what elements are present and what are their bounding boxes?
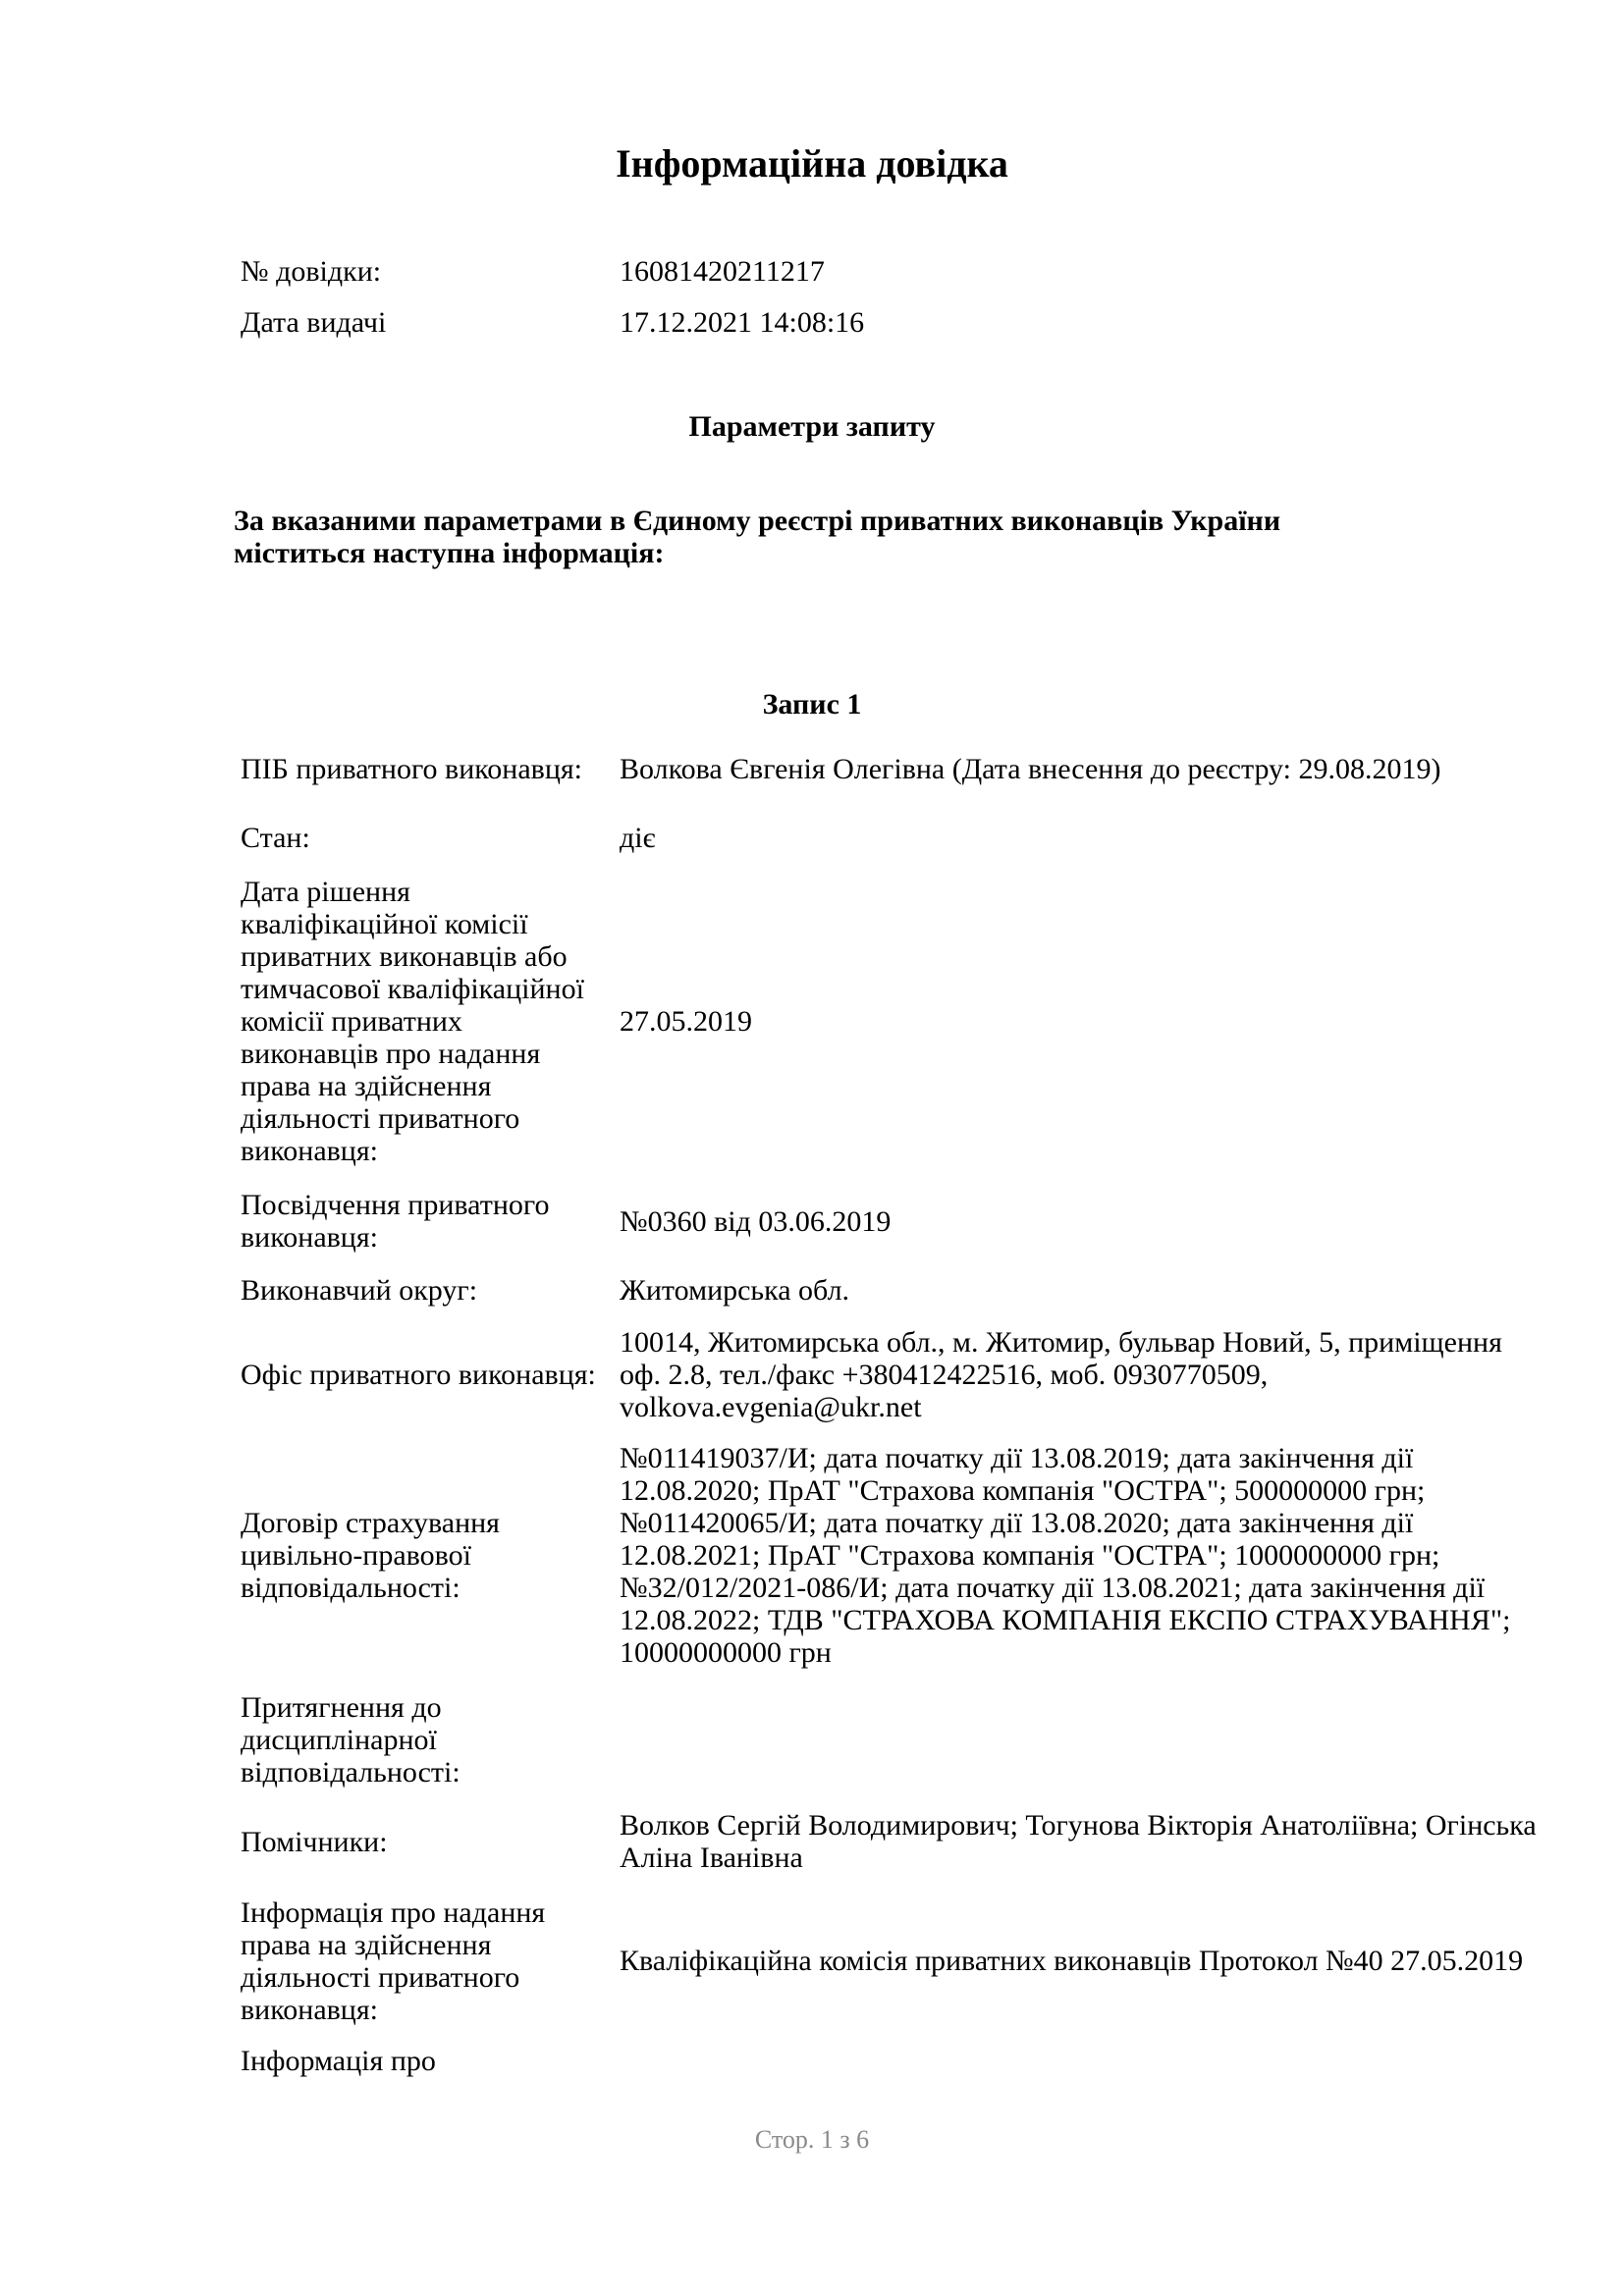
field-label: Офіс приватного виконавця: bbox=[241, 1358, 596, 1391]
field-value: №011419037/И; дата початку дії 13.08.2019; дата закінчення дії 12.08.2020; ПрАТ "Страхова компанія "ОСТРА"; 500000000 грн; №011420065/И; дата початку дії 13.08.2020; дата закінчення дії 12.08.2021; ПрАТ "Страхова компанія "ОСТРА"; 1000000000 грн; №32/012/2021-086/И; дата початку дії 13.08.2021; дата закінчення дії 12.08.2022; ТДВ "СТРАХОВА КОМПАНІЯ ЕКСПО СТРАХУВАННЯ"; 10000000000 грн bbox=[620, 1442, 1511, 1669]
field-row-executor-name bbox=[241, 736, 1546, 801]
certificate-number-label: № довідки: bbox=[241, 255, 382, 288]
field-value: Волкова Євгенія Олегівна (Дата внесення до реєстру: 29.08.2019) bbox=[620, 752, 1441, 785]
field-label: ПІБ приватного виконавця: bbox=[241, 752, 583, 785]
field-value: 10014, Житомирська обл., м. Житомир, бульвар Новий, 5, приміщення оф. 2.8, тел./факс +380412422516, моб. 0930770509, volkova.evgenia@ukr.net bbox=[620, 1325, 1502, 1423]
field-label: Дата рішення кваліфікаційної комісії приватних виконавців або тимчасової кваліфікаційної комісії приватних виконавців про надання права на здійснення діяльності приватного виконавця: bbox=[241, 875, 584, 1167]
field-row-office bbox=[241, 1325, 1546, 1423]
query-params-heading: Параметри запиту bbox=[688, 410, 936, 443]
issue-date-value: 17.12.2021 14:08:16 bbox=[620, 306, 865, 339]
field-label: Притягнення до дисциплінарної відповідальності: bbox=[241, 1690, 460, 1789]
field-label: Інформація про надання права на здійснення діяльності приватного виконавця: bbox=[241, 1896, 546, 2026]
field-value: №0360 від 03.06.2019 bbox=[620, 1204, 892, 1238]
field-value: Кваліфікаційна комісія приватних виконавців Протокол №40 27.05.2019 bbox=[620, 1945, 1524, 1977]
field-row-certificate bbox=[241, 1189, 1546, 1254]
field-row-additional-info bbox=[241, 2044, 1546, 2077]
certificate-number-value: 16081420211217 bbox=[620, 255, 825, 288]
intro-text: За вказаними параметрами в Єдиному реєстрі приватних виконавців України міститься наступна інформація: bbox=[234, 505, 1281, 569]
issue-date-label: Дата видачі bbox=[241, 306, 387, 339]
field-label: Договір страхування цивільно-правової відповідальності: bbox=[241, 1507, 500, 1604]
record-title: Запис 1 bbox=[762, 688, 862, 721]
field-label: Стан: bbox=[241, 821, 310, 854]
field-row-enforcement-district bbox=[241, 1273, 1546, 1307]
field-label: Помічники: bbox=[241, 1825, 388, 1858]
page-number: Стор. 1 з 6 bbox=[754, 2125, 870, 2154]
field-value: Житомирська обл. bbox=[620, 1273, 850, 1307]
field-row-assistants bbox=[241, 1809, 1546, 1874]
field-label: Інформація про bbox=[241, 2044, 436, 2077]
field-row-status bbox=[241, 821, 1546, 854]
field-row-right-granting-info bbox=[241, 1896, 1546, 2026]
field-value: 27.05.2019 bbox=[620, 1004, 752, 1038]
field-label: Посвідчення приватного виконавця: bbox=[241, 1189, 550, 1254]
field-row-liability-insurance bbox=[241, 1441, 1546, 1670]
field-row-disciplinary bbox=[241, 1690, 1546, 1789]
document-title: Інформаційна довідка bbox=[616, 141, 1008, 186]
field-row-commission-decision-date bbox=[241, 874, 1546, 1168]
field-label: Виконавчий округ: bbox=[241, 1273, 478, 1307]
field-value: діє bbox=[620, 821, 656, 854]
field-value: Волков Сергій Володимирович; Тогунова Вікторія Анатоліївна; Огінська Аліна Іванівна bbox=[620, 1809, 1537, 1874]
